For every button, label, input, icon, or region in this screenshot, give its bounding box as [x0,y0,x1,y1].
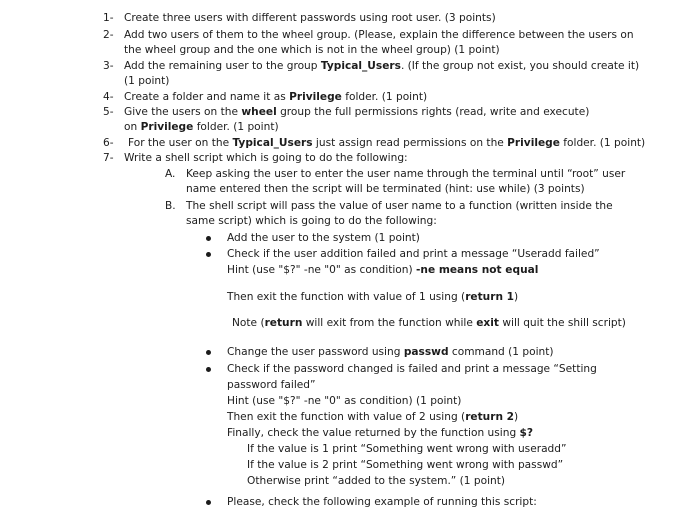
folder-name: Privilege [140,121,194,133]
item-2-text: Add two users of them to the wheel group. (Please, explain the difference between the users on [124,29,634,41]
bullet-example: Please, check the following example of running this script: [227,496,537,508]
bullet-check-passwd-cont: password failed” [227,379,316,391]
item-number: 3- [103,60,114,72]
item-5-text: Give the users on the wheel group the full permissions rights (read, write and execute) [124,106,590,118]
hint-line: Hint (use "$?" -ne "0" as condition) (1 point) [227,395,462,407]
item-number: 1- [103,12,114,24]
item-number: 2- [103,29,114,41]
item-3-text-cont: (1 point) [124,75,170,87]
bullet-change-password: Change the user password using passwd command (1 point) [227,346,554,358]
folder-name: Privilege [507,137,560,149]
sub-item-letter: B. [165,200,176,212]
item-number: 4- [103,91,114,103]
item-number: 5- [103,106,114,118]
note-line: Note (return will exit from the function while exit will quit the shill script) [232,317,626,329]
value-1-line: If the value is 1 print “Something went wrong with useradd” [247,443,567,455]
group-name: wheel [241,106,277,118]
item-number: 7- [103,152,114,164]
item-1-text: Create three users with different passwords using root user. (3 points) [124,12,496,24]
sub-item-b-text: The shell script will pass the value of user name to a function (written inside the [186,200,613,212]
folder-name: Privilege [289,91,342,103]
otherwise-line: Otherwise print “added to the system.” (1 point) [247,475,506,487]
bullet-dot [206,236,211,241]
bullet-dot [206,350,211,355]
bullet-check-passwd: Check if the password changed is failed and print a message “Setting [227,363,597,375]
hint-line: Hint (use "$?" -ne "0" as condition) -ne means not equal [227,264,539,276]
group-name: Typical_Users [320,60,401,72]
bullet-check-useradd: Check if the user addition failed and print a message “Useradd failed” [227,248,600,260]
value-2-line: If the value is 2 print “Something went wrong with passwd” [247,459,564,471]
exit-return-2-line: Then exit the function with value of 2 using (return 2) [227,411,519,423]
item-number: 6- [103,137,114,149]
item-7-text: Write a shell script which is going to do the following: [124,152,408,164]
item-6-text: For the user on the Typical_Users just assign read permissions on the Privilege folder. (1 point) [128,137,646,149]
sub-item-a-text: Keep asking the user to enter the user name through the terminal until “root” user [186,168,626,180]
check-return-line: Finally, check the value returned by the function using $? [227,427,534,439]
bullet-add-user: Add the user to the system (1 point) [227,232,420,244]
exit-return-1-line: Then exit the function with value of 1 using (return 1) [227,291,519,303]
sub-item-letter: A. [165,168,176,180]
group-name: Typical_Users [232,137,313,149]
item-5-text-cont: on Privilege folder. (1 point) [124,121,279,133]
sub-item-a-text-cont: name entered then the script will be terminated (hint: use while) (3 points) [186,183,585,195]
sub-item-b-text-cont: same script) which is going to do the following: [186,215,437,227]
command-name: passwd [403,346,449,358]
item-4-text: Create a folder and name it as Privilege folder. (1 point) [124,91,428,103]
bullet-dot [206,500,211,505]
ne-note: -ne means not equal [416,264,539,276]
item-2-text-cont: the wheel group and the one which is not in the wheel group) (1 point) [124,44,500,56]
bullet-dot [206,252,211,257]
item-3-text: Add the remaining user to the group Typical_Users. (If the group not exist, you should create it) [124,60,640,72]
bullet-dot [206,367,211,372]
